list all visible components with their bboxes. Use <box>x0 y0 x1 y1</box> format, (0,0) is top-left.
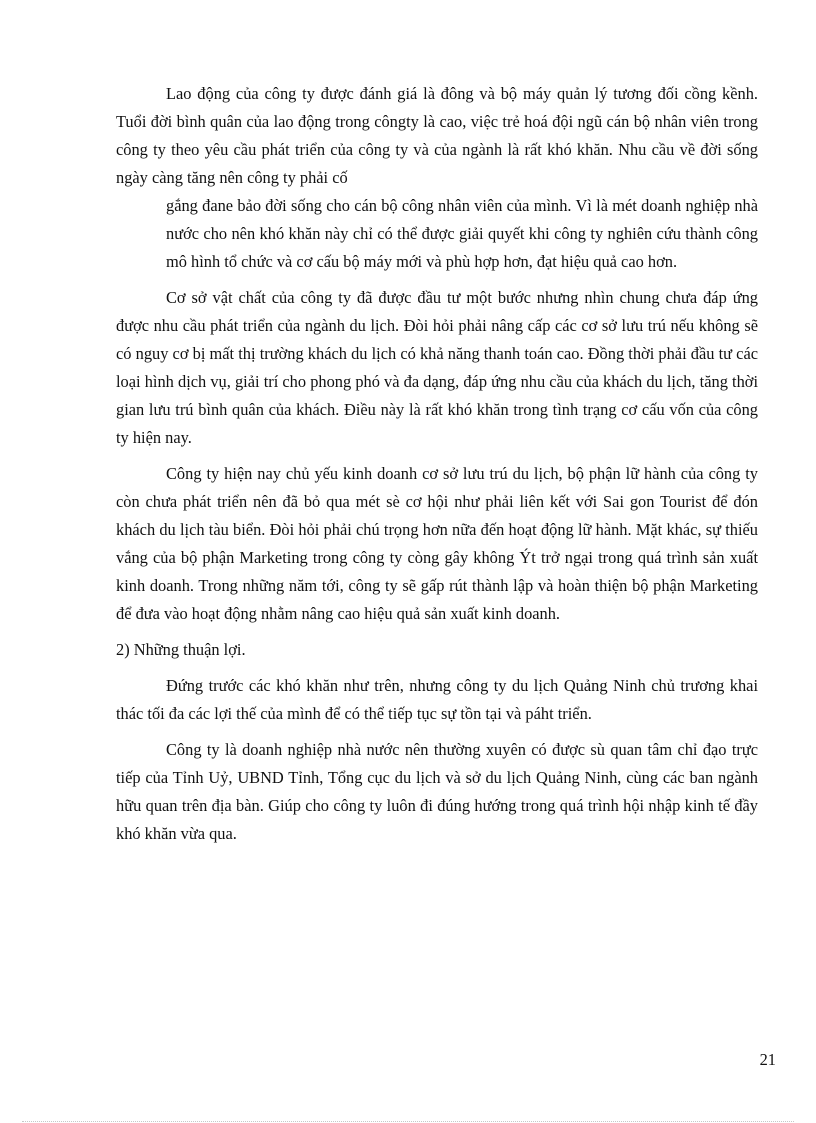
paragraph-state-support: Công ty là doanh nghiệp nhà nước nên thường xuyên có được sù quan tâm chỉ đạo trực tiếp của Tỉnh Uỷ, UBND Tỉnh, Tổng cục du lịch và sở du lịch Quảng Ninh, cùng các ban ngành hữu quan trên địa bàn. Giúp cho công ty luôn đi đúng hướng trong quá trình hội nhập kinh tế đầy khó khăn vừa qua. <box>116 740 758 843</box>
page-number: 21 <box>759 1050 776 1069</box>
paragraph-advantages-intro: Đứng trước các khó khăn như trên, nhưng công ty du lịch Quảng Ninh chủ trương khai thác tối đa các lợi thế của mình để có thể tiếp tục sự tồn tại và páht triển. <box>116 676 758 723</box>
footer-divider <box>22 1121 794 1122</box>
page-body <box>116 80 758 848</box>
paragraph-labor: Lao động của công ty được đánh giá là đông và bộ máy quản lý tương đối cồng kềnh. Tuổi đời bình quân của lao động trong côngty là cao, việc trẻ hoá đội ngũ cán bộ nhân viên trong công ty theo yêu cầu phát triển của công ty và của ngành là rất khó khăn. Nhu cầu về đời sống ngày càng tăng nên công ty phải cố <box>116 84 758 187</box>
paragraph-business: Công ty hiện nay chủ yếu kinh doanh cơ sở lưu trú du lịch, bộ phận lữ hành của công ty còn chưa phát triển nên đã bỏ qua mét sè cơ hội như phải liên kết với Sai gon Tourist để đón khách du lịch tàu biển. Đòi hỏi phải chú trọng hơn nữa đến hoạt động lữ hành. Mặt khác, sự thiếu vắng của bộ phận Marketing trong công ty còng gây không Ýt trở ngại trong quá trình sản xuất kinh doanh. Trong những năm tới, công ty sẽ gấp rút thành lập và hoàn thiện bộ phận Marketing để đưa vào hoạt động nhằm nâng cao hiệu quả sản xuất kinh doanh. <box>116 464 758 623</box>
paragraph-facilities: Cơ sở vật chất của công ty đã được đầu tư một bước nhưng nhìn chung chưa đáp ứng được nhu cầu phát triển của ngành du lịch. Đòi hỏi phải nâng cấp các cơ sở lưu trú nếu không sẽ có nguy cơ bị mất thị trường khách du lịch có khả năng thanh toán cao. Đồng thời phải đầu tư các loại hình dịch vụ, giải trí cho phong phó và đa dạng, đáp ứng nhu cầu của khách du lịch, tăng thời gian lưu trú bình quân của khách. Điều này là rất khó khăn trong tình trạng cơ cấu vốn của công ty hiện nay. <box>116 288 758 447</box>
paragraph-labor-continued: gắng đane bảo đời sống cho cán bộ công nhân viên của mình. Vì là mét doanh nghiệp nhà nước cho nên khó khăn này chỉ có thể được giải quyết khi công ty nghiên cứu thành công mô hình tổ chức và cơ cấu bộ máy mới và phù hợp hơn, đạt hiệu quả cao hơn. <box>166 196 758 271</box>
section-heading: 2) Những thuận lợi. <box>116 640 246 659</box>
